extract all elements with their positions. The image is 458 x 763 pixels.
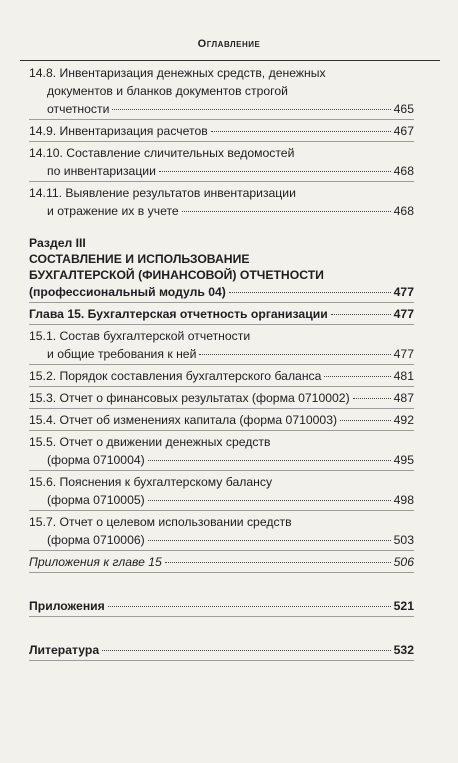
entry-line: 14.10. Составление сличительных ведомостей — [29, 146, 295, 160]
leader-dots — [353, 398, 391, 399]
page-number: 503 — [393, 533, 414, 547]
leader-dots — [148, 500, 391, 501]
toc-section-3[interactable] — [29, 233, 414, 303]
spacer — [29, 221, 414, 233]
spacer — [29, 617, 414, 639]
toc-entry-14-8[interactable] — [29, 62, 414, 120]
leader-dots — [199, 354, 390, 355]
leader-dots — [331, 314, 391, 315]
chapter-title: Глава 15. Бухгалтерская отчетность организации — [29, 307, 328, 321]
leader-dots — [159, 171, 391, 172]
toc-entry-15-6[interactable] — [29, 471, 414, 511]
entry-line: Приложения к главе 15 — [29, 555, 162, 569]
entry-line: (форма 0710005) — [47, 493, 145, 507]
toc-entry-15-3[interactable] — [29, 387, 414, 409]
page-number: 498 — [393, 493, 414, 507]
entry-line: и общие требования к ней — [47, 347, 197, 361]
entry-line: 15.3. Отчет о финансовых результатах (форма 0710002) — [29, 391, 350, 405]
entry-line: 15.4. Отчет об изменениях капитала (форма 0710003) — [29, 413, 338, 427]
entry-line: 14.9. Инвентаризация расчетов — [29, 124, 208, 138]
page-number: 467 — [393, 124, 414, 138]
entry-line: 15.6. Пояснения к бухгалтерскому балансу — [29, 475, 273, 489]
table-of-contents — [29, 62, 414, 661]
page-number: 492 — [393, 413, 414, 427]
entry-line: 14.11. Выявление результатов инвентаризации — [29, 186, 296, 200]
entry-line: по инвентаризации — [47, 164, 156, 178]
toc-entry-15-2[interactable] — [29, 365, 414, 387]
page-number: 477 — [393, 307, 414, 321]
entry-line: Приложения — [29, 599, 105, 613]
toc-entry-15-4[interactable] — [29, 409, 414, 431]
page-number: 506 — [393, 555, 414, 569]
leader-dots — [324, 376, 390, 377]
toc-entry-appendix-ch15[interactable] — [29, 551, 414, 573]
toc-entry-14-11[interactable] — [29, 182, 414, 221]
entry-line: Литература — [29, 643, 100, 657]
page-number: 521 — [393, 599, 414, 613]
entry-line: 15.2. Порядок составления бухгалтерского баланса — [29, 369, 322, 383]
page-number: 465 — [393, 102, 414, 116]
toc-entry-15-5[interactable] — [29, 431, 414, 471]
leader-dots — [148, 460, 391, 461]
page-number: 477 — [393, 285, 414, 299]
entry-line: документов и бланков документов строгой — [47, 84, 288, 98]
page-number: 477 — [393, 347, 414, 361]
leader-dots — [340, 420, 391, 421]
page-number: 481 — [393, 369, 414, 383]
entry-line: 15.7. Отчет о целевом использовании средств — [29, 515, 292, 529]
leader-dots — [108, 606, 391, 607]
section-title-line: СОСТАВЛЕНИЕ И ИСПОЛЬЗОВАНИЕ — [29, 252, 250, 266]
page-number: 495 — [393, 453, 414, 467]
toc-entry-14-9[interactable] — [29, 120, 414, 142]
toc-chapter-15[interactable] — [29, 303, 414, 325]
toc-entry-14-10[interactable] — [29, 142, 414, 182]
entry-line: 15.1. Состав бухгалтерской отчетности — [29, 329, 251, 343]
toc-entry-appendices[interactable] — [29, 595, 414, 617]
leader-dots — [112, 109, 390, 110]
toc-entry-15-7[interactable] — [29, 511, 414, 551]
entry-line: и отражение их в учете — [47, 204, 179, 218]
page-header: Оглавление — [197, 38, 261, 50]
leader-dots — [211, 131, 391, 132]
section-title-line: (профессиональный модуль 04) — [29, 285, 226, 299]
toc-entry-literature[interactable] — [29, 639, 414, 661]
header-rule — [20, 60, 440, 61]
entry-line: отчетности — [47, 102, 110, 116]
section-title-line: БУХГАЛТЕРСКОЙ (ФИНАНСОВОЙ) ОТЧЕТНОСТИ — [29, 268, 324, 282]
section-label: Раздел III — [29, 236, 86, 250]
leader-dots — [148, 540, 391, 541]
page-number: 468 — [393, 164, 414, 178]
leader-dots — [165, 562, 391, 563]
entry-line: (форма 0710006) — [47, 533, 145, 547]
entry-line: (форма 0710004) — [47, 453, 145, 467]
toc-entry-15-1[interactable] — [29, 325, 414, 365]
page-number: 468 — [393, 204, 414, 218]
leader-dots — [102, 650, 391, 651]
page-number: 487 — [393, 391, 414, 405]
page-number: 532 — [393, 643, 414, 657]
leader-dots — [229, 292, 391, 293]
entry-line: 15.5. Отчет о движении денежных средств — [29, 435, 271, 449]
spacer — [29, 573, 414, 595]
leader-dots — [182, 211, 391, 212]
entry-line: 14.8. Инвентаризация денежных средств, денежных — [29, 66, 326, 80]
